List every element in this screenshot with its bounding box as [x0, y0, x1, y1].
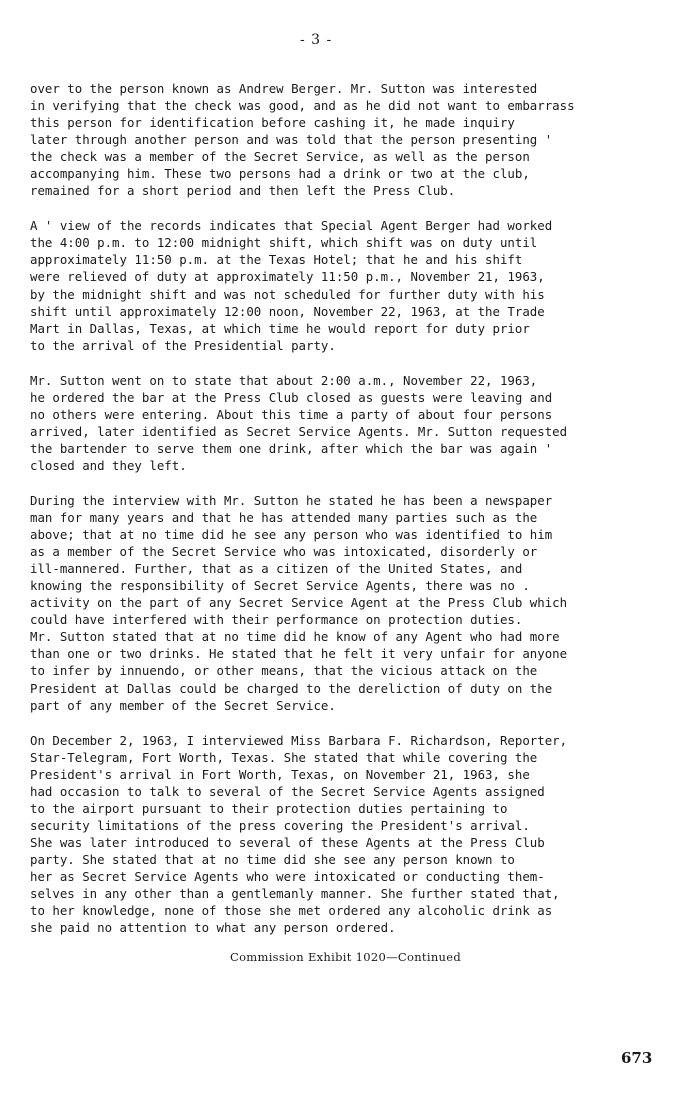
text-line: by the midnight shift and was not scheduled for further duty with his	[30, 286, 545, 302]
text-line: to the airport pursuant to their protection duties pertaining to	[30, 800, 508, 816]
text-line: ill-mannered. Further, that as a citizen of the United States, and	[30, 561, 523, 577]
text-line: Mr. Sutton went on to state that about 2:00 a.m., November 22, 1963,	[30, 372, 538, 388]
text-line: On December 2, 1963, I interviewed Miss Barbara F. Richardson, Reporter,	[30, 732, 568, 748]
text-line: the 4:00 p.m. to 12:00 midnight shift, which shift was on duty until	[30, 235, 538, 251]
text-line: as a member of the Secret Service who was intoxicated, disorderly or	[30, 544, 538, 560]
document-body	[30, 80, 655, 954]
text-line: knowing the responsibility of Secret Service Agents, there was no .	[30, 578, 530, 594]
paragraph	[30, 492, 655, 714]
exhibit-caption: Commission Exhibit 1020—Continued	[229, 950, 462, 964]
text-line: had occasion to talk to several of the Secret Service Agents assigned	[30, 783, 545, 799]
text-line: to infer by innuendo, or other means, that the vicious attack on the	[30, 663, 538, 679]
text-line: the check was a member of the Secret Service, as well as the person	[30, 149, 530, 165]
text-line: arrived, later identified as Secret Service Agents. Mr. Sutton requested	[30, 423, 568, 439]
text-line: remained for a short period and then left the Press Club.	[30, 183, 456, 199]
text-line: shift until approximately 12:00 noon, November 22, 1963, at the Trade	[30, 303, 545, 319]
text-line: closed and they left.	[30, 457, 187, 473]
paragraph	[30, 732, 655, 937]
text-line: her as Secret Service Agents who were intoxicated or conducting them-	[30, 868, 545, 884]
text-line: to her knowledge, none of those she met ordered any alcoholic drink as	[30, 903, 553, 919]
page-marker: - 3 -	[300, 32, 333, 48]
text-line: accompanying him. These two persons had a drink or two at the club,	[30, 166, 530, 182]
page-number: 673	[621, 1049, 653, 1067]
text-line: Mart in Dallas, Texas, at which time he would report for duty prior	[30, 320, 530, 336]
text-line: Mr. Sutton stated that at no time did he know of any Agent who had more	[30, 629, 560, 645]
text-line: President's arrival in Fort Worth, Texas, on November 21, 1963, she	[30, 766, 530, 782]
text-line: President at Dallas could be charged to the dereliction of duty on the	[30, 680, 553, 696]
text-line: no others were entering. About this time a party of about four persons	[30, 406, 553, 422]
text-line: later through another person and was told that the person presenting '	[30, 132, 553, 148]
text-line: selves in any other than a gentlemanly manner. She further stated that,	[30, 886, 560, 902]
text-line: activity on the part of any Secret Service Agent at the Press Club which	[30, 595, 568, 611]
text-line: Star-Telegram, Fort Worth, Texas. She stated that while covering the	[30, 749, 538, 765]
text-line: During the interview with Mr. Sutton he stated he has been a newspaper	[30, 492, 553, 508]
text-line: the bartender to serve them one drink, after which the bar was again '	[30, 440, 553, 456]
paragraph	[30, 217, 655, 353]
text-line: she paid no attention to what any person ordered.	[30, 920, 396, 936]
text-line: this person for identification before cashing it, he made inquiry	[30, 115, 515, 131]
text-line: security limitations of the press covering the President's arrival.	[30, 817, 530, 833]
text-line: man for many years and that he has attended many parties such as the	[30, 510, 538, 526]
text-line: than one or two drinks. He stated that he felt it very unfair for anyone	[30, 646, 568, 662]
paragraph	[30, 372, 655, 474]
text-line: were relieved of duty at approximately 11:50 p.m., November 21, 1963,	[30, 269, 545, 285]
text-line: he ordered the bar at the Press Club closed as guests were leaving and	[30, 389, 553, 405]
text-line: to the arrival of the Presidential party.	[30, 337, 336, 353]
paragraph	[30, 80, 655, 199]
text-line: in verifying that the check was good, and as he did not want to embarrass	[30, 98, 575, 114]
text-line: over to the person known as Andrew Berger. Mr. Sutton was interested	[30, 81, 538, 96]
text-line: party. She stated that at no time did she see any person known to	[30, 851, 515, 867]
text-line: She was later introduced to several of these Agents at the Press Club	[30, 834, 545, 850]
text-line: part of any member of the Secret Service.	[30, 697, 336, 713]
text-line: A ' view of the records indicates that Special Agent Berger had worked	[30, 218, 553, 234]
text-line: approximately 11:50 p.m. at the Texas Hotel; that he and his shift	[30, 252, 523, 268]
text-line: above; that at no time did he see any person who was identified to him	[30, 527, 553, 543]
text-line: could have interfered with their performance on protection duties.	[30, 612, 523, 628]
